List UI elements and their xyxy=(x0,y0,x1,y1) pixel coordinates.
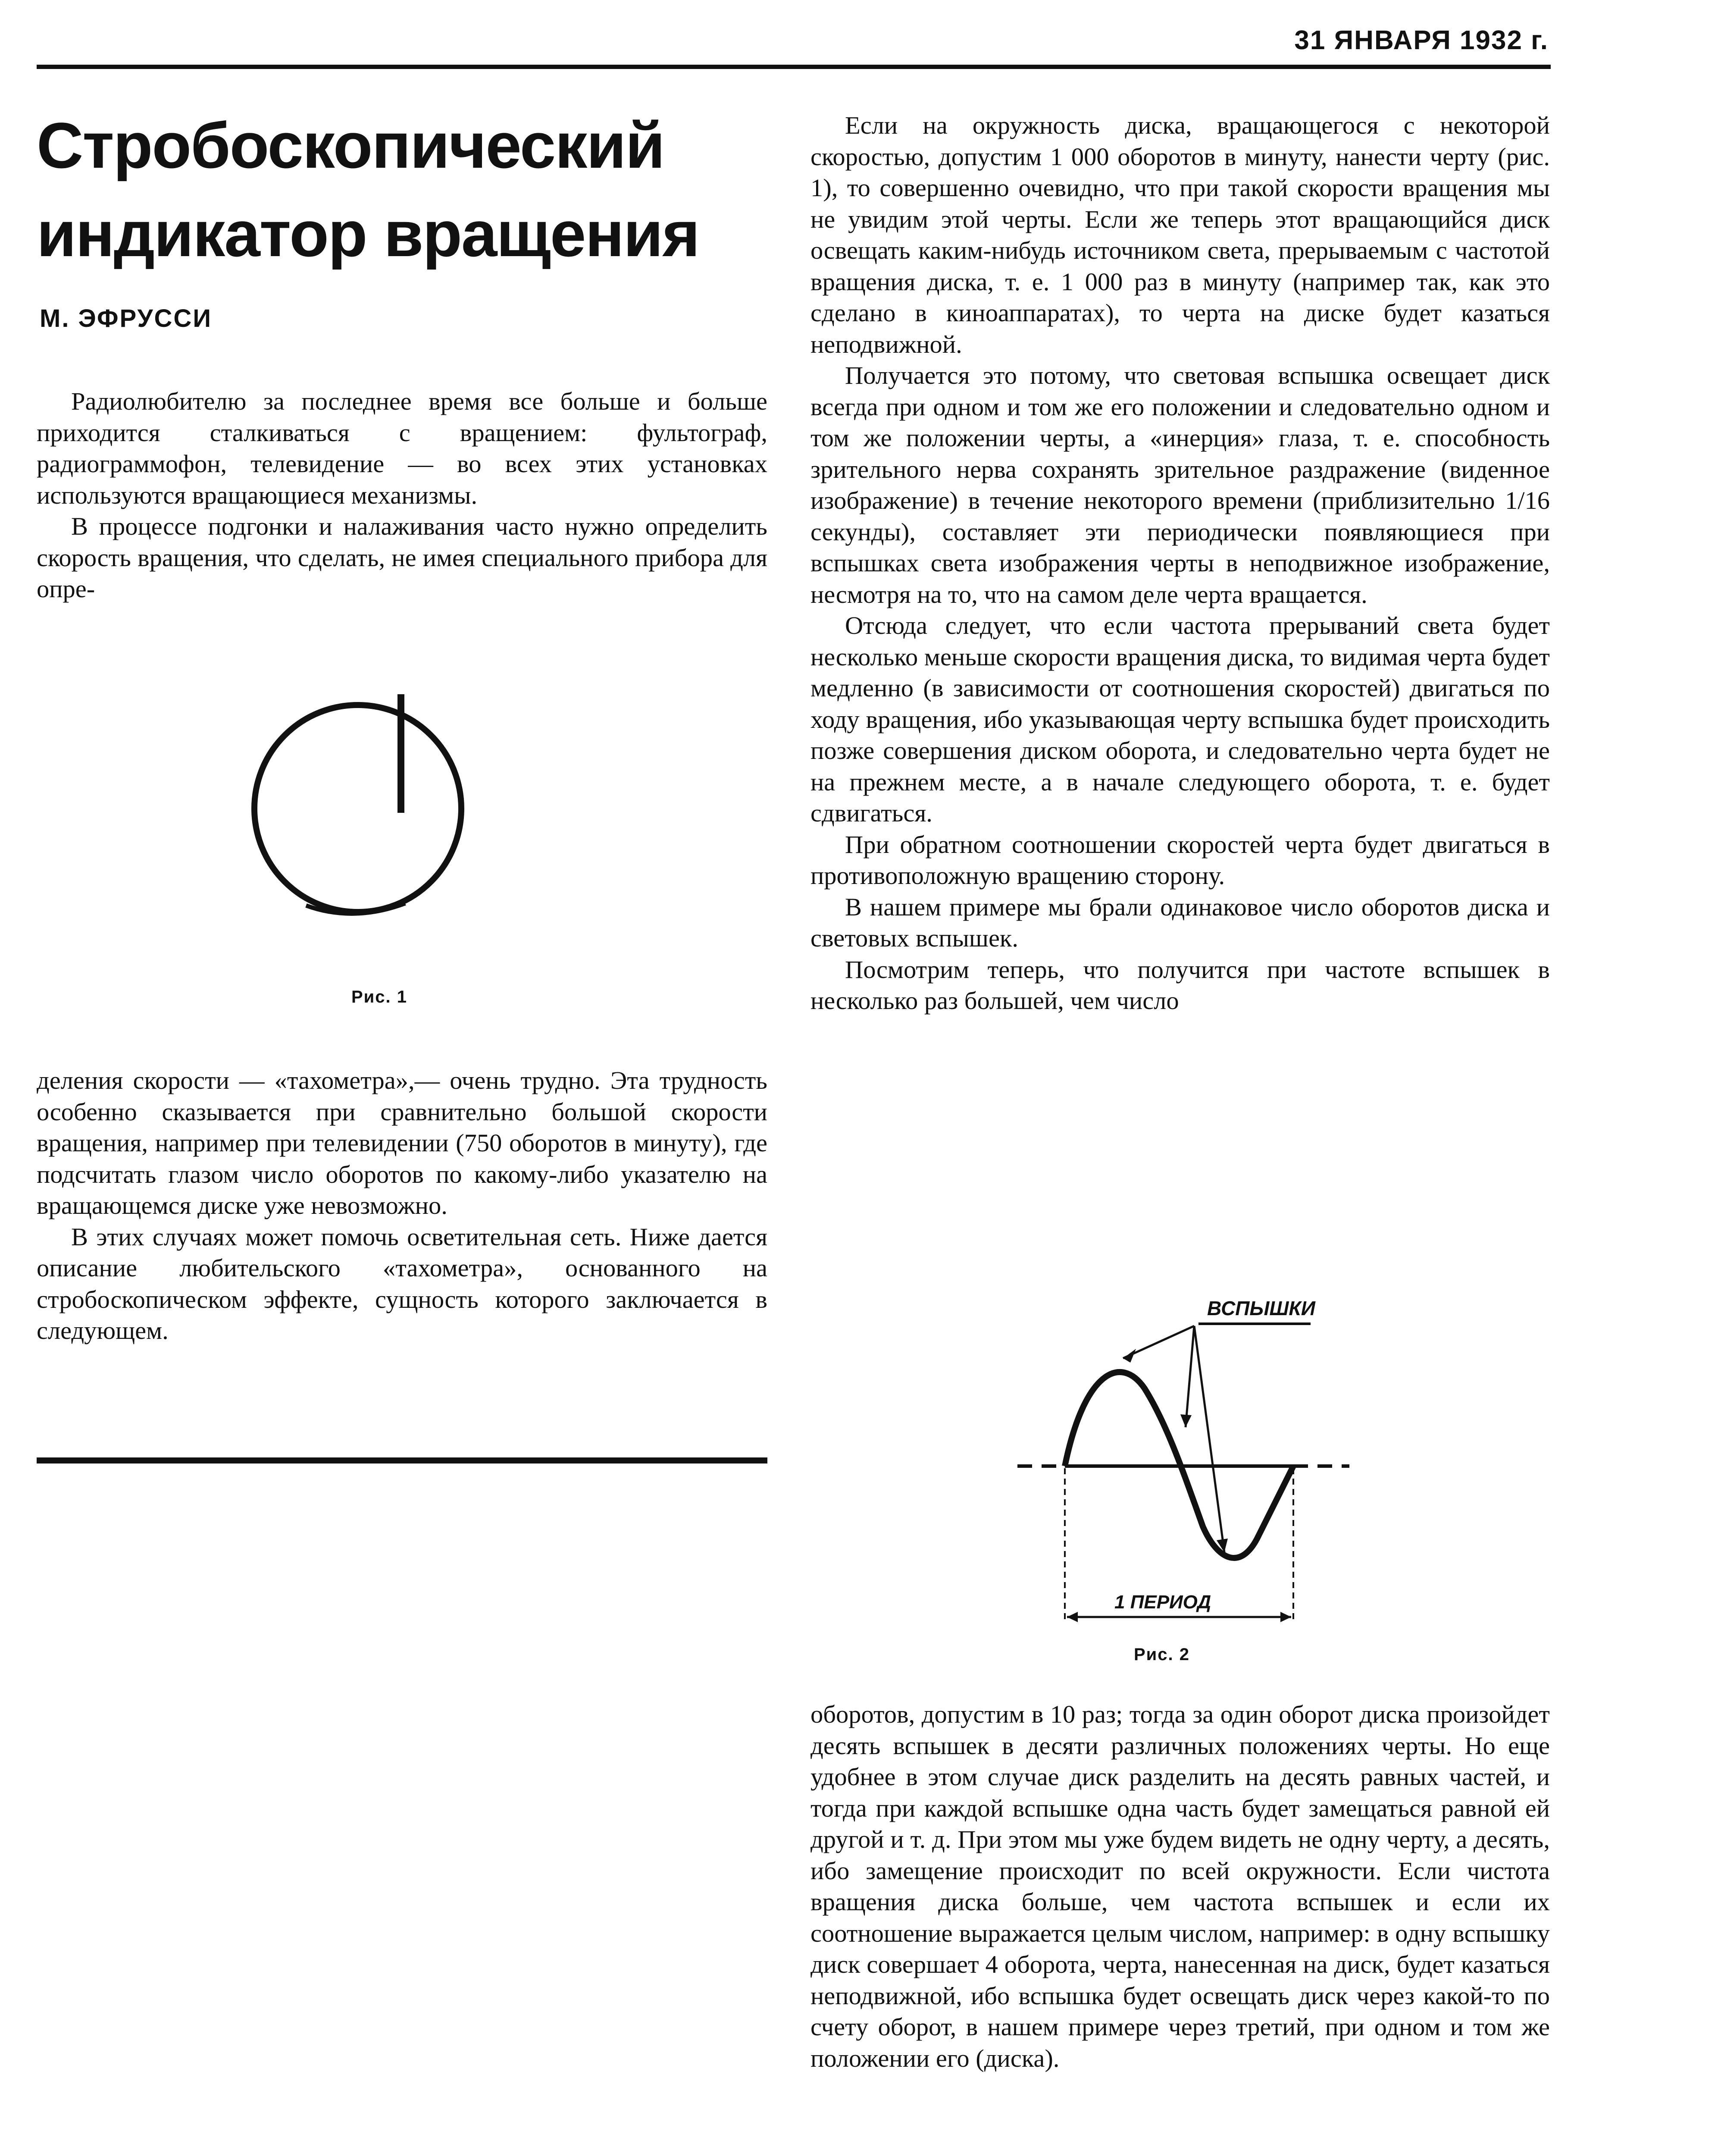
flashes-label: ВСПЫШКИ xyxy=(1207,1297,1315,1319)
period-arrow-right xyxy=(1280,1612,1291,1622)
issue-date: 31 ЯНВАРЯ 1932 г. xyxy=(1294,25,1549,55)
paragraph: Если на окружность диска, вращающегося с некоторой скоростью, допустим 1 000 оборотов в минуту, нанести черту (рис. 1), то совершенно очевидно, что при такой скорости вращения мы не увидим этой черты. Если же теперь этот вращающийся диск освещать каким-нибудь источником света, прерываемым с частотой вращения диска, т. е. 1 000 раз в минуту (например так, как это сделано в киноаппаратах), то черта на диске будет казаться неподвижной. xyxy=(810,111,1550,358)
article-title-line-2: индикатор вращения xyxy=(37,197,699,270)
paragraph: Отсюда следует, что если частота прерываний света будет несколько меньше скорости вращения диска, то видимая черта будет медленно (в зависимости от соотношения скоростей) двигаться по ходу вращения, ибо указывающая черту вспышка будет происходить позже совершения диском оборота, и следовательно черта будет не на прежнем месте, а в начале следующего оборота, т. е. будет сдвигаться. xyxy=(810,611,1550,827)
paragraph: Посмотрим теперь, что получится при частоте вспышек в несколько раз большей, чем число xyxy=(810,955,1550,1015)
left-column-top xyxy=(37,386,767,605)
paragraph: В этих случаях может помочь осветительная сеть. Ниже дается описание любительского «тахометра», основанного на стробоскопическом эффекте, сущность которого заключается в следующем. xyxy=(37,1222,767,1344)
figure-1-disk xyxy=(241,664,466,975)
figure-2-waveform xyxy=(992,1285,1380,1639)
paragraph: В процессе подгонки и налаживания часто нужно определить скорость вращения, что сделать, не имея специального прибора для опре- xyxy=(37,512,767,603)
period-arrow-left xyxy=(1067,1612,1078,1622)
paragraph: При обратном соотношении скоростей черта будет двигаться в противоположную вращению сторону. xyxy=(810,830,1550,890)
paragraph: деления скорости — «тахометра»,— очень трудно. Эта трудность особенно сказывается при сравнительно большой скорости вращения, например при телевидении (750 оборотов в минуту), где подсчитать глазом число оборотов по какому-либо указателю на вращающемся диске уже невозможно. xyxy=(37,1066,767,1219)
right-column-top xyxy=(810,110,1550,1017)
article-title-line-1: Стробоскопический xyxy=(37,109,664,182)
paragraph: оборотов, допустим в 10 раз; тогда за один оборот диска произойдет десять вспышек в десяти различных положениях черты. Но еще удобнее в этом случае диск разделить на десять равных частей, и тогда при каждой вспышке одна часть будет замещаться равной ей другой и т. д. При этом мы уже будем видеть не одну черту, а десять, ибо замещение происходит по всей окружности. Если чистота вращения диска больше, чем частота вспышек и если их соотношение выражается целым числом, например: в одну вспышку диск совершает 4 оборота, черта, нанесенная на диск, будет казаться неподвижной, ибо вспышка будет освещать диск через какой-то по счету оборот, в нашем примере через третий, при одном и том же положении его (диска). xyxy=(810,1700,1550,2072)
paragraph: Получается это потому, что световая вспышка освещает диск всегда при одном и том же его положении и следовательно одном и том же положении черты, а «инерция» глаза, т. е. способность зрительного нерва сохранять зрительное раздражение (виденное изображение) в течение некоторого времени (приблизительно 1/16 секунды), составляет эти периодически появляющиеся при вспышках света изображения черты в неподвижное изображение, несмотря на то, что на самом деле черта вращается. xyxy=(810,361,1550,608)
figure-1-caption: Рис. 1 xyxy=(351,987,407,1006)
period-label: 1 ПЕРИОД xyxy=(1114,1592,1211,1613)
right-column-bottom xyxy=(810,1699,1550,2074)
disk-circle xyxy=(254,705,461,912)
paragraph: В нашем примере мы брали одинаковое число оборотов диска и световых вспышек. xyxy=(810,893,1550,952)
arrow-flash-2 xyxy=(1186,1326,1194,1427)
left-column-end-rule xyxy=(37,1457,767,1463)
left-column-bottom xyxy=(37,1065,767,1347)
article-author: М. ЭФРУССИ xyxy=(40,304,213,332)
article-title xyxy=(37,101,770,278)
figure-2-caption: Рис. 2 xyxy=(1134,1645,1190,1664)
header-rule xyxy=(37,65,1551,69)
arrowhead-2 xyxy=(1180,1414,1192,1427)
arrowhead-1 xyxy=(1123,1349,1136,1363)
paragraph: Радиолюбителю за последнее время все больше и больше приходится сталкиваться с вращением: фультограф, радиограммофон, телевидение — во всех этих установках используются вращающиеся механизмы. xyxy=(37,387,767,509)
